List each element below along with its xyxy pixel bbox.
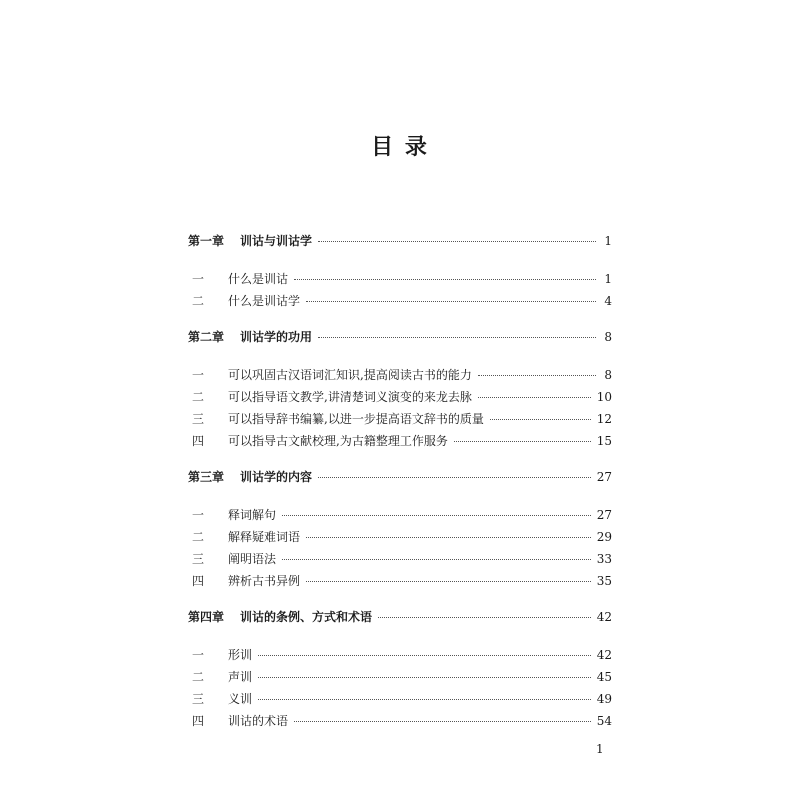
section-number: 三 (192, 692, 205, 706)
section-entry[interactable] (188, 550, 612, 572)
dot-leader (306, 537, 591, 538)
section-number: 一 (192, 508, 205, 522)
page-number: 8 (604, 330, 612, 344)
section-title: 阐明语法 (228, 552, 277, 566)
chapter-number: 第二章 (188, 330, 225, 344)
dot-leader (318, 241, 596, 242)
section-entry[interactable] (188, 712, 612, 734)
dot-leader (490, 419, 591, 420)
section-entry[interactable] (188, 410, 612, 432)
section-entry[interactable] (188, 668, 612, 690)
chapter-1 (188, 232, 612, 314)
page-number: 27 (596, 470, 612, 484)
chapter-entry[interactable] (188, 232, 612, 254)
page-number: 1 (604, 234, 612, 248)
section-number: 三 (192, 552, 205, 566)
section-entry[interactable] (188, 292, 612, 314)
section-number: 一 (192, 272, 205, 286)
page-title: 目 录 (371, 135, 429, 160)
dot-leader (258, 655, 591, 656)
section-entry[interactable] (188, 432, 612, 454)
section-entry[interactable] (188, 506, 612, 528)
section-number: 三 (192, 412, 205, 426)
section-title: 可以指导辞书编纂,以进一步提高语文辞书的质量 (228, 412, 484, 426)
section-entry[interactable] (188, 366, 612, 388)
section-number: 四 (192, 574, 205, 588)
section-entry[interactable] (188, 388, 612, 410)
section-title: 辨析古书异例 (228, 574, 301, 588)
dot-leader (306, 581, 591, 582)
page-folio: 1 (596, 742, 604, 756)
section-entry[interactable] (188, 572, 612, 594)
table-of-contents (188, 232, 612, 734)
page-number: 10 (596, 390, 612, 404)
page-number: 42 (596, 610, 612, 624)
page-number: 42 (596, 648, 612, 662)
section-title: 声训 (228, 670, 253, 684)
chapter-3 (188, 468, 612, 594)
page-number: 45 (596, 670, 612, 684)
page-number: 49 (596, 692, 612, 706)
chapter-number: 第四章 (188, 610, 225, 624)
page-number: 54 (596, 714, 612, 728)
dot-leader (478, 397, 591, 398)
dot-leader (294, 721, 591, 722)
section-title: 释词解句 (228, 508, 277, 522)
page-number: 29 (596, 530, 612, 544)
chapter-entry[interactable] (188, 328, 612, 350)
section-title: 什么是训诂学 (228, 294, 301, 308)
page-number: 27 (596, 508, 612, 522)
section-number: 二 (192, 390, 205, 404)
dot-leader (258, 699, 591, 700)
dot-leader (318, 337, 596, 338)
section-entry[interactable] (188, 690, 612, 712)
section-title: 可以指导语文教学,讲清楚词义演变的来龙去脉 (228, 390, 472, 404)
page-number: 1 (604, 272, 612, 286)
dot-leader (454, 441, 591, 442)
chapter-title: 训诂学的内容 (240, 470, 313, 484)
section-title: 可以指导古文献校理,为古籍整理工作服务 (228, 434, 448, 448)
page-number: 35 (596, 574, 612, 588)
section-title: 形训 (228, 648, 253, 662)
page-number: 15 (596, 434, 612, 448)
section-entry[interactable] (188, 528, 612, 550)
dot-leader (378, 617, 591, 618)
dot-leader (478, 375, 596, 376)
section-title: 可以巩固古汉语词汇知识,提高阅读古书的能力 (228, 368, 472, 382)
chapter-entry[interactable] (188, 608, 612, 630)
section-title: 训诂的术语 (228, 714, 289, 728)
chapter-4 (188, 608, 612, 734)
page-number: 8 (604, 368, 612, 382)
dot-leader (294, 279, 596, 280)
section-entry[interactable] (188, 270, 612, 292)
dot-leader (258, 677, 591, 678)
section-title: 义训 (228, 692, 253, 706)
chapter-number: 第三章 (188, 470, 225, 484)
section-title: 解释疑难词语 (228, 530, 301, 544)
section-number: 二 (192, 530, 205, 544)
chapter-title: 训诂的条例、方式和术语 (240, 610, 373, 624)
chapter-entry[interactable] (188, 468, 612, 490)
section-number: 二 (192, 670, 205, 684)
page-number: 33 (596, 552, 612, 566)
dot-leader (282, 559, 591, 560)
section-number: 一 (192, 648, 205, 662)
section-number: 四 (192, 714, 205, 728)
section-number: 二 (192, 294, 205, 308)
section-title: 什么是训诂 (228, 272, 289, 286)
dot-leader (318, 477, 591, 478)
section-entry[interactable] (188, 646, 612, 668)
dot-leader (306, 301, 596, 302)
chapter-title: 训诂学的功用 (240, 330, 313, 344)
chapter-number: 第一章 (188, 234, 225, 248)
section-number: 四 (192, 434, 205, 448)
chapter-title: 训诂与训诂学 (240, 234, 313, 248)
section-number: 一 (192, 368, 205, 382)
page-number: 4 (604, 294, 612, 308)
page-number: 12 (596, 412, 612, 426)
dot-leader (282, 515, 591, 516)
chapter-2 (188, 328, 612, 454)
